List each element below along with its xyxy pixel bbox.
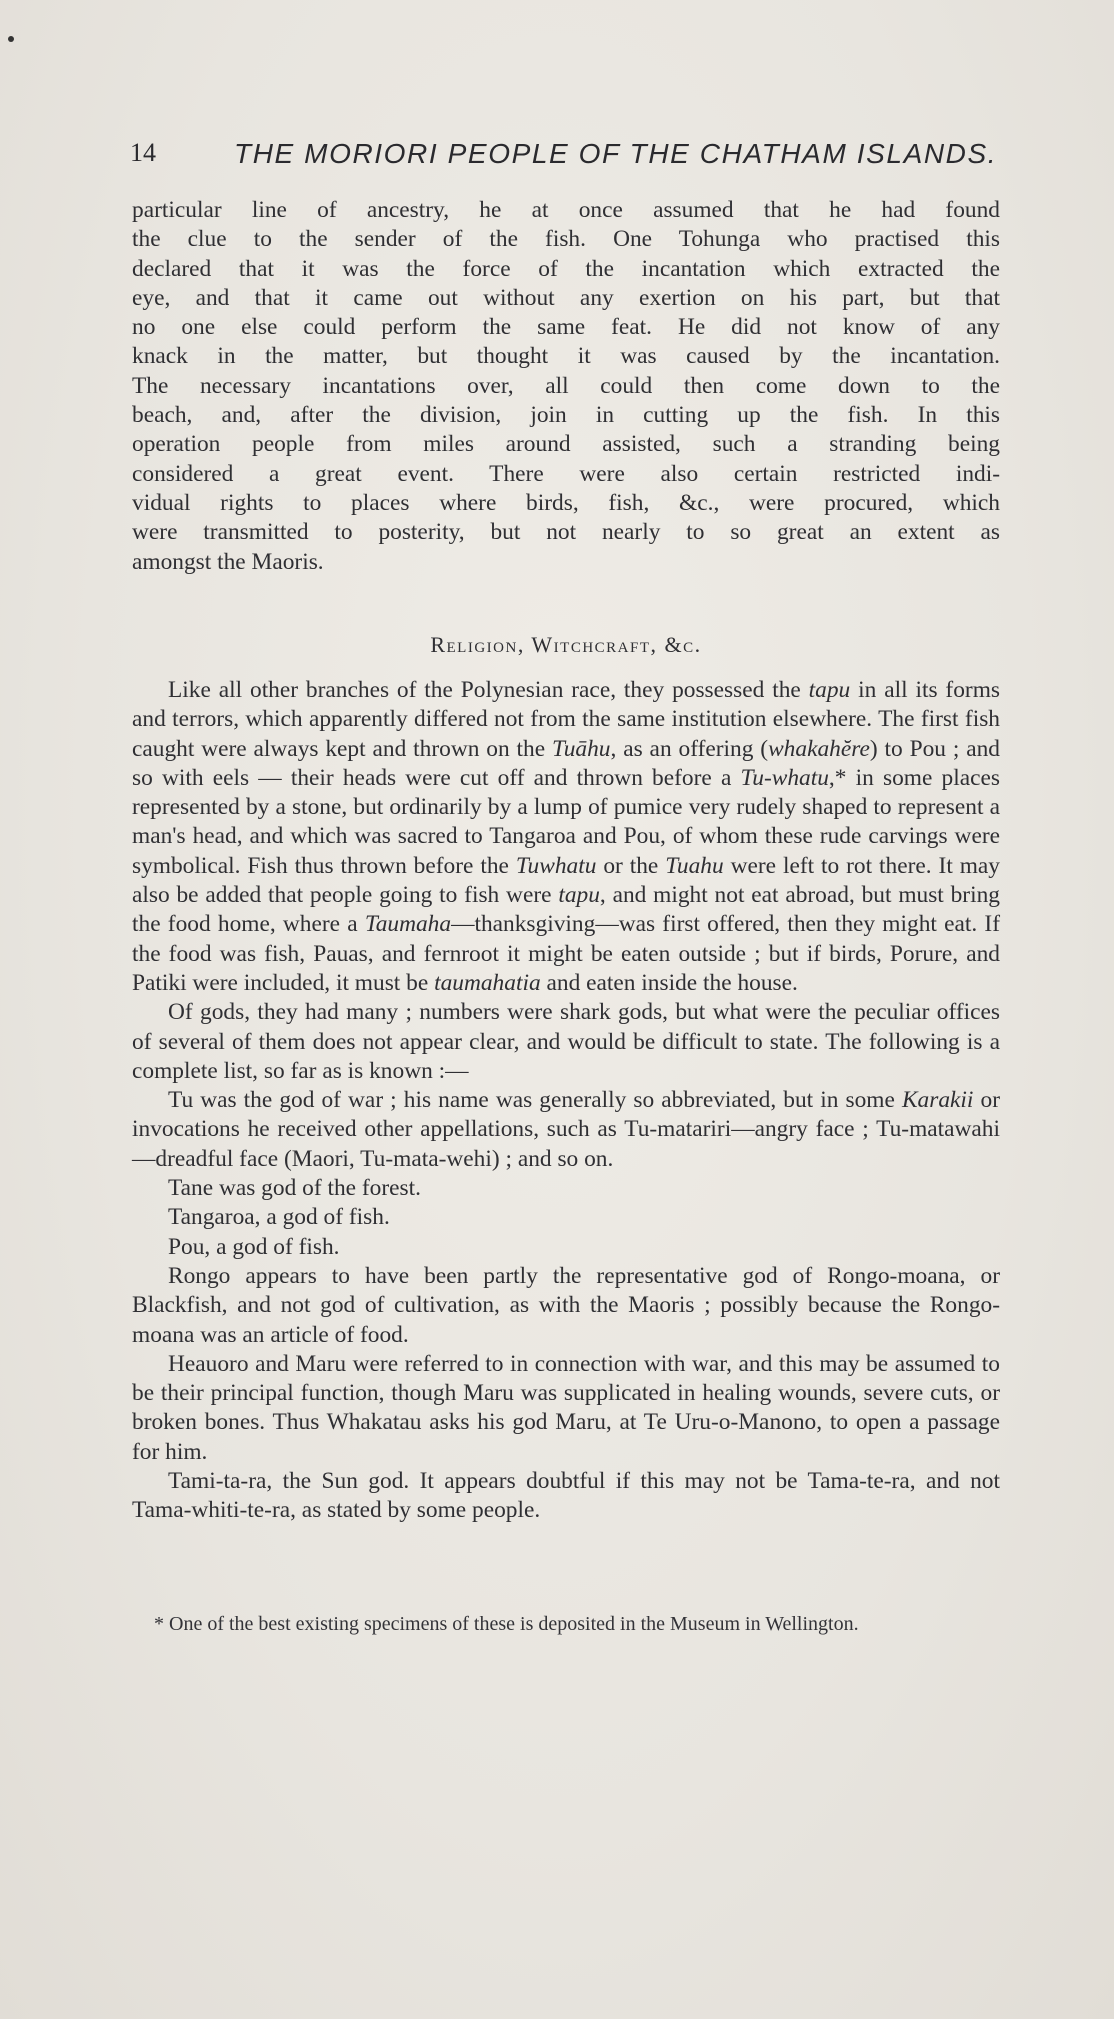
text-line: knack in the matter, but thought it was caused by the incantation. <box>132 343 1000 370</box>
paragraph-gods: Of gods, they had many ; numbers were shark gods, but what were the peculiar offices of several of them does not appear clear, and would be difficult to state. The following is a complete list, so far as is known :— <box>132 999 1000 1084</box>
text-line: amongst the Maoris. <box>132 548 324 575</box>
text-line: particular line of ancestry, he at once assumed that he had found <box>132 197 1000 223</box>
italic-term: Tuāhu <box>551 735 611 762</box>
main-text <box>132 676 1000 1526</box>
text-run: Tu was the god of war ; his name was generally so abbreviated, but in some <box>168 1087 902 1114</box>
text-run: ,* in some places represented by a stone, but ordinarily by a lump of pumice very rudely shaped to represent a man's head, and which was sacred to Tangaroa and Pou, of whom these rude carvings were symbolical. Fish thus thrown before the <box>132 764 1000 879</box>
text-line: declared that it was the force of the incantation which extracted the <box>132 255 1000 282</box>
text-line: were transmitted to posterity, but not nearly to so great an extent as <box>132 519 1000 546</box>
text-run: or invocations he received other appellations, such as Tu-matariri—angry face ; Tu-matawahi—dreadful face (Maori, Tu-mata-wehi) ; and so on. <box>132 1087 1000 1172</box>
paragraph-tapu <box>132 676 1000 998</box>
paragraph-tu <box>132 1086 1000 1174</box>
line-tane: Tane was god of the forest. <box>168 1175 421 1202</box>
text-line: operation people from miles around assisted, such a stranding being <box>132 431 1000 458</box>
italic-term: tapu <box>808 677 851 703</box>
text-line: no one else could perform the same feat. He did not know of any <box>132 314 1000 341</box>
text-line: considered a great event. There were also certain restricted indi- <box>132 460 1000 487</box>
text-run: were left to rot there. It may also be added that people going to fish were <box>132 852 1000 909</box>
line-tangaroa: Tangaroa, a god of fish. <box>168 1204 390 1231</box>
italic-term: tapu <box>558 882 600 909</box>
text-run: or the <box>596 852 666 879</box>
section-heading: Religion, Witchcraft, &c. <box>430 632 702 657</box>
text-run: in all its forms and terrors, which apparently differed not from the same institution elsewhere. The first fish caught were always kept and thrown on the <box>132 677 1000 762</box>
paragraph-heauoro: Heauoro and Maru were referred to in connection with war, and this may be assumed to be their principal function, though Maru was supplicated in healing wounds, severe cuts, or broken bones. Thus Whakatau asks his god Maru, at Te Uru-o-Manono, to open a passage for him. <box>132 1350 1000 1465</box>
text-run: Like all other branches of the Polynesian race, they possessed the <box>168 677 809 703</box>
page-header <box>130 138 998 178</box>
italic-term: Taumaha <box>364 911 452 938</box>
line-pou: Pou, a god of fish. <box>168 1233 340 1260</box>
italic-term: taumahatia <box>434 969 541 996</box>
italic-term: Tu-whatu <box>740 764 829 791</box>
text-line: beach, and, after the division, join in cutting up the fish. In this <box>132 402 1000 429</box>
text-run: and eaten inside the house. <box>540 969 798 996</box>
italic-term: Tuahu <box>665 852 724 879</box>
italic-term: whakahĕre <box>768 735 870 762</box>
text-run: ) to Pou ; and so with eels — their heads were cut off and thrown before a <box>132 735 1000 791</box>
page-number: 14 <box>130 138 156 167</box>
paragraph-tamitara: Tami-ta-ra, the Sun god. It appears doubtful if this may not be Tama-te-ra, and not Tama-whiti-te-ra, as stated by some people. <box>132 1468 1000 1524</box>
text-line: vidual rights to places where birds, fish, &c., were procured, which <box>132 489 1000 516</box>
text-line: eye, and that it came out without any exertion on his part, but that <box>132 284 1000 311</box>
text-line: The necessary incantations over, all could then come down to the <box>132 372 1000 399</box>
running-title: THE MORIORI PEOPLE OF THE CHATHAM ISLANDS. <box>234 138 998 169</box>
text-run: , as an offering ( <box>610 735 769 762</box>
text-run: , and might not eat abroad, but must bring the food home, where a <box>132 882 1000 938</box>
paragraph-rongo: Rongo appears to have been partly the representative god of Rongo-moana, or Blackfish, and not god of cultivation, as with the Maoris ; possibly because the Rongo-moana was an article of food. <box>132 1262 1000 1348</box>
italic-term: Tuwhatu <box>515 852 597 879</box>
ink-speck <box>8 36 14 42</box>
italic-term: Karakii <box>901 1087 974 1114</box>
text-line: the clue to the sender of the fish. One Tohunga who practised this <box>132 226 1000 253</box>
footnote: * One of the best existing specimens of these is deposited in the Museum in Wellington. <box>154 1613 859 1635</box>
intro-paragraph <box>132 196 1000 577</box>
text-run: —thanksgiving—was first offered, then they might eat. If the food was fish, Pauas, and fernroot it might be eaten outside ; but if birds, Porure, and Patiki were included, it must be <box>132 911 1000 996</box>
